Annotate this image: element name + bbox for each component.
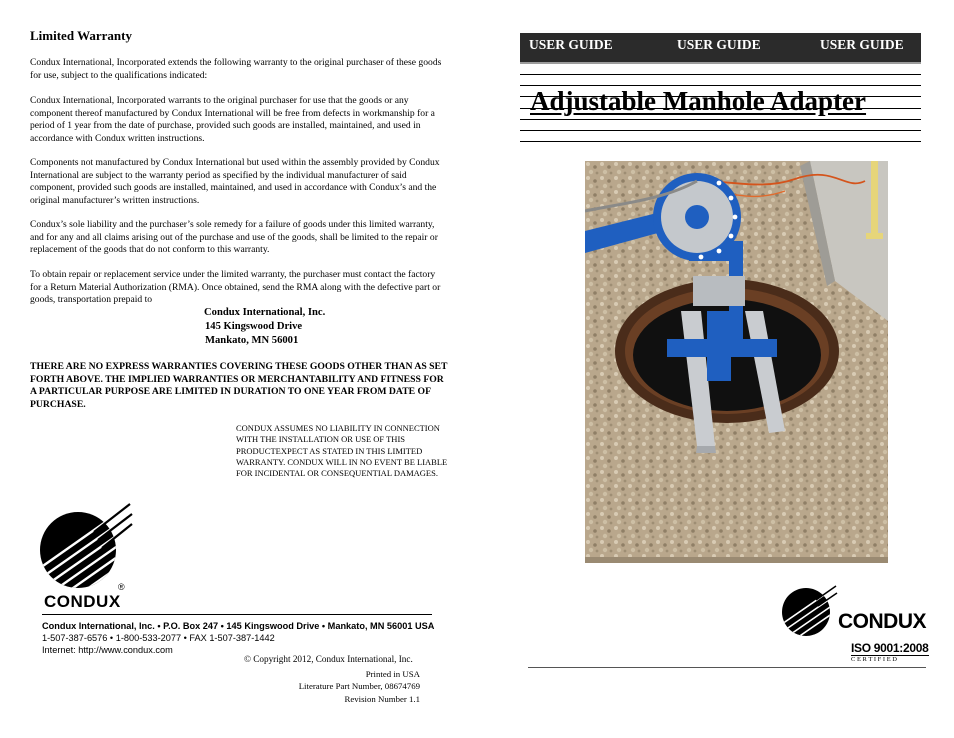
condux-wordmark: CONDUX [44,592,121,611]
contact-address-line: Condux International, Inc. • P.O. Box 247 • 145 Kingswood Drive • Mankato, MN 56001 USA [42,621,435,631]
contact-divider [42,614,432,615]
revision-number: Revision Number 1.1 [344,693,420,704]
rule-line-6 [520,130,921,131]
warranty-heading: Limited Warranty [30,28,132,43]
registered-mark: ® [118,582,125,592]
condux-logo-right-icon [780,584,838,638]
condux-wordmark-right: CONDUX [838,610,927,633]
literature-part-number: Literature Part Number, 08674769 [298,681,420,692]
address-street: 145 Kingswood Drive [205,321,303,332]
warranty-terms-paragraph: Condux International, Incorporated warrants to the original purchaser for use that the goods or any component thereof manufactured by Condux International will be free from defects in workmanship for a period of 1 year from the date of purchase, provided such goods are installed, maintained, and used in accordance with Condux written instructions. [30,95,435,144]
liability-paragraph: Condux’s sole liability and the purchaser’s sole remedy for a failure of goods under this limited warranty, and for any and all claims arising out of the purchase and use of the goods, shall be limited to the repair or replacement of the goods that do not conform to this warranty. [30,219,438,256]
rma-paragraph: To obtain repair or replacement service under the limited warranty, the purchaser must contact the factory for a Return Material Authorization (RMA). Once obtained, send the RMA along with the defective part or goods, transportation prepaid to [30,269,441,306]
iso-certification: ISO 9001:2008 [851,641,929,655]
copyright-notice: © Copyright 2012, Condux International, Inc. [244,654,413,664]
manhole-adapter-photo [585,161,888,563]
contact-phone-line: 1-507-387-6576 • 1-800-533-2077 • FAX 1-507-387-1442 [42,633,275,644]
components-paragraph: Components not manufactured by Condux International but used within the assembly provided by Condux International are subject to the warranty period as specified by the individual manufacturer of said component, provided such goods are installed, maintained, and used in accordance with Condux’s and the original manufacturer’s written instructions. [30,157,440,206]
rule-line-5 [520,119,921,120]
no-express-warranty-notice: THERE ARE NO EXPRESS WARRANTIES COVERING THESE GOODS OTHER THAN AS SET FORTH ABOVE. THE IMPLIED WARRANTIES OR MERCHANTABILITY AND FITNESS FOR A PARTICULAR PURPOSE ARE LIMITED IN DURATION TO ONE YEAR FROM DATE OF PURCHASE. [30,361,448,410]
print-info [286,668,420,705]
user-guide-label-1: USER GUIDE [529,37,613,52]
printed-in: Printed in USA [365,669,420,679]
user-guide-label-3: USER GUIDE [820,37,904,52]
right-footer-divider [528,667,926,668]
contact-block [42,620,434,657]
certified-label: C E R T I F I E D [851,656,897,663]
document-title: Adjustable Manhole Adapter [530,86,867,116]
address-city: Mankato, MN 56001 [205,335,299,346]
liability-disclaimer: CONDUX ASSUMES NO LIABILITY IN CONNECTION WITH THE INSTALLATION OR USE OF THIS PRODUCTEXPECT AS STATED IN THIS LIMITED WARRANTY. CONDUX WILL IN NO EVENT BE LIABLE FOR INCIDENTAL OR CONSEQUENTIAL DAMAGES. [236,423,448,479]
contact-web-line: Internet: http://www.condux.com [42,645,173,656]
rule-line-7 [520,141,921,142]
rule-line-1 [520,74,921,75]
user-guide-label-2: USER GUIDE [677,37,761,52]
warranty-intro-paragraph: Condux International, Incorporated extends the following warranty to the original purchaser of these goods for use, subject to the qualifications indicated: [30,57,442,81]
user-guide-header-bar [520,33,921,64]
address-company: Condux International, Inc. [204,307,326,318]
